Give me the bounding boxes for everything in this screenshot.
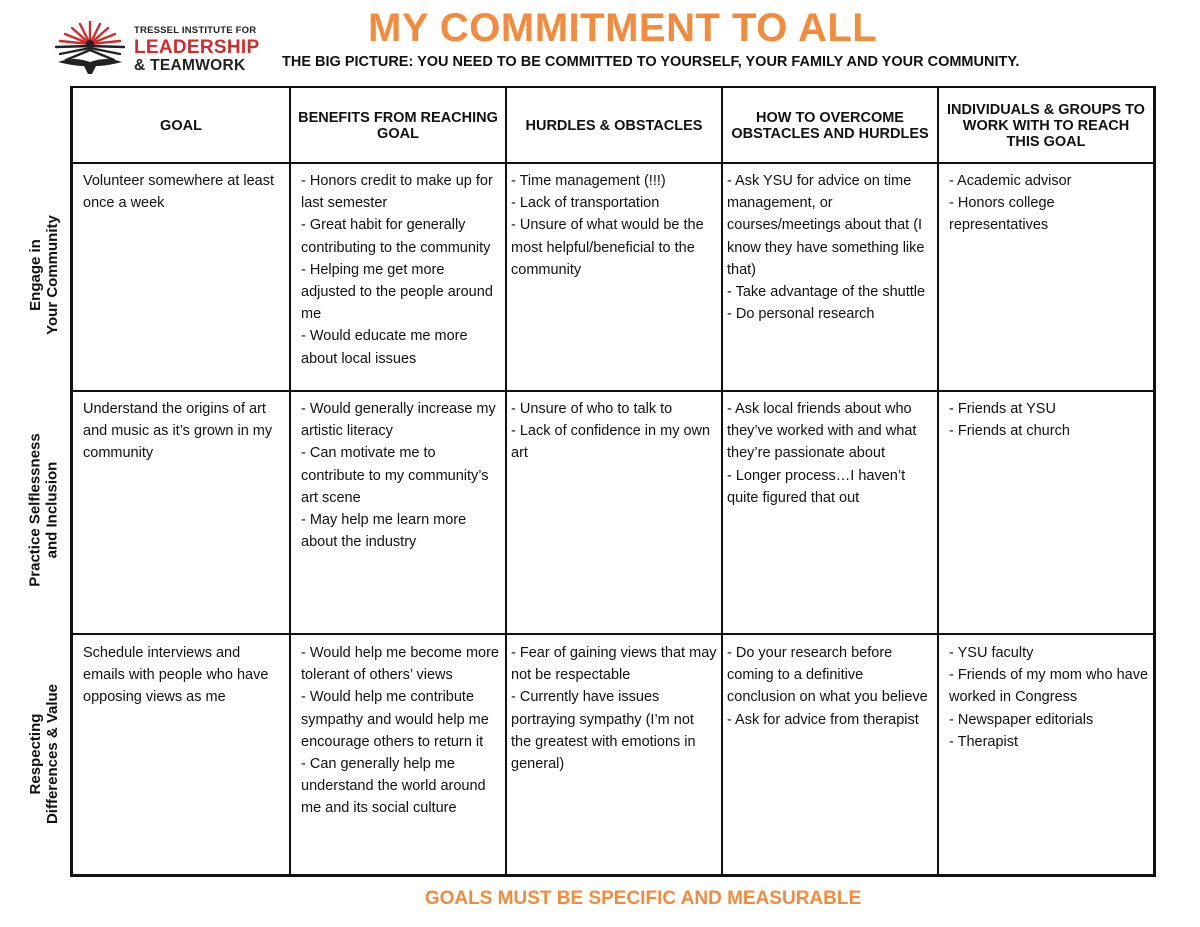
list-item: - Friends at church	[949, 423, 1070, 440]
list-item: - Ask YSU for advice on time management, or courses/meetings about that (I know they have something like that)	[727, 173, 925, 278]
header-benefits: BENEFITS FROM REACHING GOAL	[298, 110, 498, 142]
table-cell-overcome	[723, 164, 937, 325]
logo-line-2: LEADERSHIP	[134, 36, 260, 58]
table-cell-hurdles	[507, 392, 721, 465]
header-goal: GOAL	[160, 118, 202, 134]
list-item: - Ask local friends about who they’ve worked with and what they’re passionate about	[727, 401, 917, 462]
page-title: MY COMMITMENT TO ALL	[368, 6, 878, 50]
tree-eagle-logo-icon	[52, 18, 128, 76]
list-item: - Can motivate me to contribute to my community’s art scene	[301, 445, 489, 506]
table-cell-goal	[73, 164, 289, 214]
table-cell-overcome	[723, 636, 937, 731]
table-cell-benefits	[291, 392, 505, 553]
row-label-line: Respecting	[27, 713, 44, 795]
row-label-line: Engage in	[27, 239, 45, 311]
list-item: - Friends at YSU	[949, 401, 1056, 417]
list-item: - Honors credit to make up for last semester	[301, 173, 493, 212]
page-subtitle: THE BIG PICTURE: YOU NEED TO BE COMMITTED TO YOURSELF, YOUR FAMILY AND YOUR COMMUNITY.	[282, 54, 1020, 70]
list-item: - Do your research before coming to a definitive conclusion on what you believe	[727, 645, 928, 706]
list-item: - Honors college representatives	[949, 195, 1055, 234]
row-label-engage	[18, 162, 70, 388]
list-item: - Fear of gaining views that may not be respectable	[511, 645, 717, 684]
list-item: - Therapist	[949, 733, 1019, 750]
header-overcome: HOW TO OVERCOME OBSTACLES AND HURDLES	[731, 110, 929, 142]
goal-text: Schedule interviews and emails with people who have opposing views as me	[83, 645, 269, 706]
list-item: - Newspaper editorials	[949, 711, 1094, 728]
commitment-table	[70, 86, 1156, 877]
list-item: - Helping me get more adjusted to the people around me	[301, 261, 493, 323]
list-item: - Take advantage of the shuttle	[727, 284, 926, 301]
footer-note: GOALS MUST BE SPECIFIC AND MEASURABLE	[424, 888, 862, 909]
table-cell-individuals	[939, 392, 1153, 442]
row-divider	[73, 633, 1153, 635]
row-label-selflessness	[18, 390, 70, 630]
list-item: - Great habit for generally contributing to the community	[301, 217, 491, 256]
table-cell-hurdles	[507, 636, 721, 775]
list-item: - Do personal research	[727, 306, 875, 323]
list-item: - Unsure of what would be the most helpful/beneficial to the community	[511, 217, 704, 278]
header-individuals: INDIVIDUALS & GROUPS TO WORK WITH TO REACH THIS GOAL	[947, 102, 1145, 150]
row-label-line: Your Community	[44, 215, 62, 335]
list-item: - Friends of my mom who have worked in Congress	[949, 667, 1149, 706]
table-cell-individuals	[939, 164, 1153, 237]
logo-line-3: & TEAMWORK	[134, 56, 246, 74]
goal-text: Volunteer somewhere at least once a week	[83, 173, 275, 212]
header-hurdles: HURDLES & OBSTACLES	[525, 118, 703, 134]
logo-line-1: TRESSEL INSTITUTE FOR	[134, 25, 257, 36]
list-item: - Academic advisor	[949, 173, 1072, 189]
list-item: - Currently have issues portraying sympathy (I’m not the greatest with emotions in general)	[511, 689, 696, 773]
list-item: - Would generally increase my artistic literacy	[301, 401, 496, 440]
row-label-respecting	[18, 634, 70, 874]
list-item: - YSU faculty	[949, 645, 1034, 661]
logo	[52, 18, 262, 76]
table-cell-goal	[73, 636, 289, 709]
list-item: - Time management (!!!)	[511, 173, 666, 189]
list-item: - Longer process…I haven’t quite figured that out	[727, 467, 906, 506]
table-cell-individuals	[939, 636, 1153, 753]
table-cell-benefits	[291, 636, 505, 820]
list-item: - Can generally help me understand the world around me and its social culture	[301, 756, 486, 817]
table-cell-goal	[73, 392, 289, 465]
table-cell-hurdles	[507, 164, 721, 281]
table-cell-benefits	[291, 164, 505, 370]
list-item: - Would help me contribute sympathy and would help me encourage others to return it	[301, 689, 489, 750]
goal-text: Understand the origins of art and music as it’s grown in my community	[83, 401, 273, 462]
row-label-line: Practice Selflessness	[27, 433, 44, 587]
table-cell-overcome	[723, 392, 937, 509]
list-item: - Lack of confidence in my own art	[511, 423, 711, 462]
list-item: - Would help me become more tolerant of others’ views	[301, 645, 499, 684]
list-item: - Would educate me more about local issues	[301, 328, 468, 367]
list-item: - Lack of transportation	[511, 195, 660, 212]
row-label-line: Differences & Value	[44, 683, 61, 825]
list-item: - Ask for advice from therapist	[727, 711, 919, 728]
row-label-line: and Inclusion	[44, 461, 61, 559]
list-item: - May help me learn more about the industry	[301, 512, 467, 551]
list-item: - Unsure of who to talk to	[511, 401, 673, 417]
